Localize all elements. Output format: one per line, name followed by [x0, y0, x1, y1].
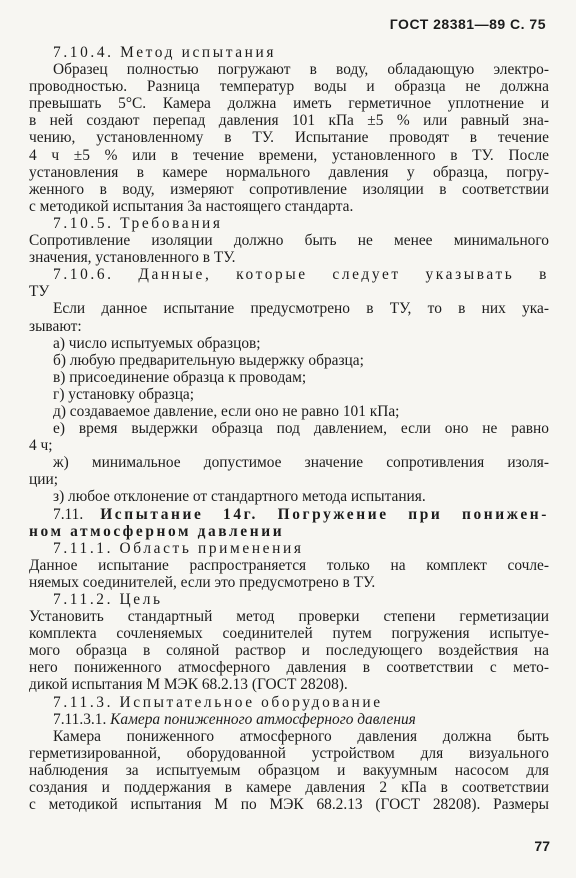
list-item-cont: ции;	[29, 471, 58, 489]
heading-7-11-3-1-title: Камера пониженного атмосферного давления	[110, 710, 416, 728]
text-line: Данное испытание распространяется только на комплект сочле-	[29, 556, 549, 574]
heading-7-11-title: Испытание 14г. Погружение при понижен-	[100, 505, 549, 523]
heading-7-11-cont: ном атмосферном давлении	[29, 522, 285, 540]
heading-7-11-3: 7.11.3. Испытательное оборудование	[53, 693, 383, 711]
text-line: Камера пониженного атмосферного давления должна быть	[53, 727, 549, 745]
heading-7-11	[29, 506, 549, 523]
page-number: 77	[534, 838, 550, 854]
heading-7-11-1: 7.11.1. Область применения	[53, 539, 304, 557]
heading-7-10-6: 7.10.6. Данные, которые следует указывать в	[53, 266, 549, 284]
list-item: б) любую предварительную выдержку образца;	[53, 351, 364, 369]
text-line: проводностью. Разница температур воды и образца не должна	[29, 78, 549, 96]
text-line: герметизированной, оборудованной устройством для визуального	[29, 744, 549, 762]
text-line: Образец полностью погружают в воду, обладающую электро-	[53, 61, 549, 79]
heading-7-11-3-1-number: 7.11.3.1.	[53, 710, 107, 728]
list-item: з) любое отклонение от стандартного метода испытания.	[53, 488, 426, 506]
text-line: установления в камере нормального давления у образца, погру-	[29, 163, 549, 181]
text-line: зывают:	[29, 317, 82, 335]
text-line: в ней создают перепад давления 101 кПа ±5 % или равный зна-	[29, 112, 549, 130]
text-line: няемых соединителей, если это предусмотрено в ТУ.	[29, 573, 376, 591]
list-item: г) установку образца;	[53, 385, 195, 403]
text-line: Установить стандартный метод проверки степени герметизации	[29, 608, 549, 626]
heading-7-11-2: 7.11.2. Цель	[53, 591, 163, 608]
text-line: 4 ч ±5 % или в течение времени, установленного в ТУ. После	[29, 146, 549, 164]
heading-7-10-5: 7.10.5. Требования	[53, 214, 223, 232]
text-line: комплекта сочленяемых соединителей путем погружения испытуе-	[29, 625, 549, 643]
page-body	[29, 44, 549, 813]
running-header: ГОСТ 28381—89 С. 75	[389, 16, 546, 32]
heading-7-11-3-1	[29, 711, 549, 728]
list-item: е) время выдержки образца под давлением, если оно не равно	[53, 420, 549, 438]
text-line: с методикой испытания М по МЭК 68.2.13 (ГОСТ 28208). Размеры	[29, 796, 549, 814]
list-item: ж) минимальное допустимое значение сопротивления изоля-	[53, 454, 549, 472]
list-item: а) число испытуемых образцов;	[53, 334, 261, 352]
text-line: значения, установленного в ТУ.	[29, 249, 236, 267]
text-line: дикой испытания М МЭК 68.2.13 (ГОСТ 28208).	[29, 676, 348, 694]
heading-7-11-number: 7.11.	[53, 505, 84, 523]
heading-7-10-4: 7.10.4. Метод испытания	[53, 44, 277, 61]
text-line: Если данное испытание предусмотрено в ТУ, то в них ука-	[53, 300, 549, 318]
text-line: с методикой испытания 3а настоящего стандарта.	[29, 197, 354, 215]
text-line: Сопротивление изоляции должно быть не менее минимального	[29, 232, 549, 250]
list-item-cont: 4 ч;	[29, 437, 53, 455]
text-line: мого образца в соляной раствор и последующего воздействия на	[29, 642, 549, 660]
text-line: создания и поддержания в камере давления 2 кПа в соответствии	[29, 779, 549, 797]
heading-7-10-6-cont: ТУ	[29, 283, 50, 301]
list-item: д) создаваемое давление, если оно не равно 101 кПа;	[53, 402, 400, 420]
list-item: в) присоединение образца к проводам;	[53, 368, 307, 386]
text-line: наблюдения за испытуемым образцом и вакуумным насосом для	[29, 761, 549, 779]
text-line: чению, установленному в ТУ. Испытание проводят в течение	[29, 129, 549, 147]
text-line: женного в воду, измеряют сопротивление изоляции в соответствии	[29, 180, 549, 198]
text-line: него пониженного атмосферного давления в соответствии с мето-	[29, 659, 549, 677]
text-line: превышать 5°С. Камера должна иметь герметичное уплотнение и	[29, 95, 549, 113]
